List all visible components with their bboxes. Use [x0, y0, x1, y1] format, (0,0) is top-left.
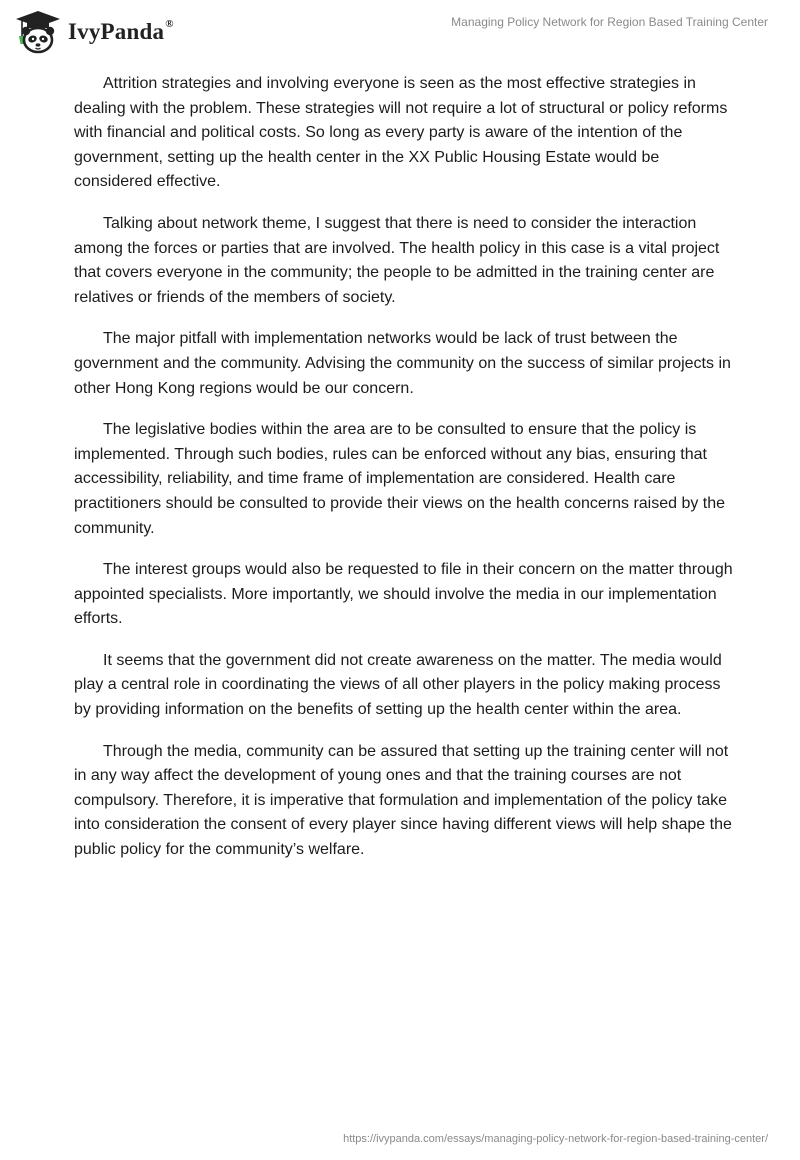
registered-mark: ® — [165, 18, 174, 31]
paragraph: The major pitfall with implementation networks would be lack of trust between the government and the community. Advising the community on the success of similar projects in other Hong Kong regions would be our concern. — [74, 330, 731, 397]
page-header — [0, 0, 800, 60]
essay-body — [74, 72, 734, 880]
brand-logo[interactable] — [14, 9, 174, 55]
paragraph: The legislative bodies within the area are to be consulted to ensure that the policy is implemented. Through such bodies, rules can be enforced without any bias, ensuring that accessibility, reliability, and time frame of implementation are considered. Health care practitioners should be consulted to provide their views on the health concerns raised by the community. — [74, 421, 726, 537]
paragraph: Through the media, community can be assured that setting up the training center will not in any way affect the development of young ones and that the training courses are not compulsory. Therefore, it is imperative that formulation and implementation of the policy take into consideration the consent of every player since having different views will help shape the public policy for the community’s welfare. — [74, 742, 732, 859]
document-title: Managing Policy Network for Region Based Training Center — [451, 15, 768, 29]
paragraph: Talking about network theme, I suggest that there is need to consider the interaction among the forces or parties that are involved. The health policy in this case is a vital project that covers everyone in the community; the people to be admitted in the training center are relatives or friends of the members of society. — [74, 214, 720, 306]
paragraph: Attrition strategies and involving everyone is seen as the most effective strategies in dealing with the problem. These strategies will not require a lot of structural or policy reforms with financial and political costs. So long as every party is aware of the intention of the government, setting up the health center in the XX Public Housing Estate would be considered effective. — [74, 75, 728, 191]
panda-graduation-cap-icon — [14, 10, 62, 54]
brand-name — [68, 19, 174, 45]
paragraph: The interest groups would also be requested to file in their concern on the matter through appointed specialists. More importantly, we should involve the media in our implementation efforts. — [74, 561, 733, 628]
brand-name-text: IvyPanda — [68, 19, 165, 44]
paragraph: It seems that the government did not create awareness on the matter. The media would play a central role in coordinating the views of all other players in the policy making process by providing information on the benefits of setting up the health center within the area. — [74, 651, 722, 719]
source-url[interactable]: https://ivypanda.com/essays/managing-policy-network-for-region-based-training-center/ — [343, 1133, 768, 1145]
